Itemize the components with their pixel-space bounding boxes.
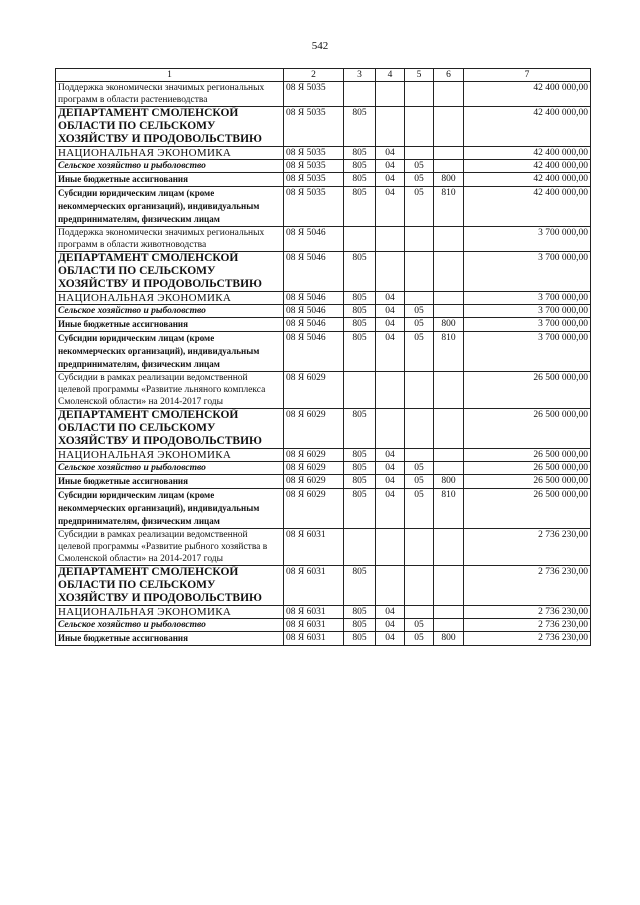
row-name-cell: Субсидии в рамках реализации ведомственной целевой программы «Развитие рыбного хозяйства в Смоленской области» на 2014-2017 годы [56, 529, 284, 566]
subsection-code-cell [405, 409, 434, 449]
target-code-cell: 08 Я 6029 [284, 489, 344, 529]
section-code-cell: 04 [376, 449, 405, 462]
header-cell: 4 [376, 69, 405, 82]
section-code-cell: 04 [376, 292, 405, 305]
target-code-cell: 08 Я 5035 [284, 107, 344, 147]
row-name-cell: Поддержка экономически значимых региональных программ в области животноводства [56, 227, 284, 252]
amount-cell: 26 500 000,00 [464, 462, 591, 475]
ministry-code-cell: 805 [344, 606, 376, 619]
section-code-cell [376, 252, 405, 292]
section-code-cell: 04 [376, 318, 405, 332]
header-cell: 2 [284, 69, 344, 82]
row-name-cell: Субсидии юридическим лицам (кроме некоммерческих организаций), индивидуальным предпринимателям, физическим лицам [56, 332, 284, 372]
amount-cell: 2 736 230,00 [464, 606, 591, 619]
ministry-code-cell: 805 [344, 318, 376, 332]
table-row [56, 462, 591, 475]
ministry-code-cell: 805 [344, 619, 376, 632]
header-cell: 3 [344, 69, 376, 82]
row-name-cell: Субсидии юридическим лицам (кроме некоммерческих организаций), индивидуальным предпринимателям, физическим лицам [56, 187, 284, 227]
target-code-cell: 08 Я 5035 [284, 147, 344, 160]
target-code-cell: 08 Я 5046 [284, 332, 344, 372]
section-code-cell [376, 82, 405, 107]
row-name-cell: Иные бюджетные ассигнования [56, 173, 284, 187]
expense-type-cell: 810 [434, 332, 464, 372]
expense-type-cell [434, 449, 464, 462]
ministry-code-cell: 805 [344, 305, 376, 318]
amount-cell: 3 700 000,00 [464, 227, 591, 252]
table-row [56, 619, 591, 632]
subsection-code-cell [405, 107, 434, 147]
expense-type-cell [434, 305, 464, 318]
ministry-code-cell [344, 372, 376, 409]
ministry-code-cell: 805 [344, 173, 376, 187]
ministry-code-cell: 805 [344, 632, 376, 646]
section-code-cell: 04 [376, 332, 405, 372]
target-code-cell: 08 Я 6029 [284, 409, 344, 449]
subsection-code-cell [405, 606, 434, 619]
target-code-cell: 08 Я 5046 [284, 227, 344, 252]
section-code-cell: 04 [376, 619, 405, 632]
amount-cell: 42 400 000,00 [464, 107, 591, 147]
amount-cell: 26 500 000,00 [464, 489, 591, 529]
subsection-code-cell: 05 [405, 160, 434, 173]
amount-cell: 2 736 230,00 [464, 632, 591, 646]
header-cell: 5 [405, 69, 434, 82]
expense-type-cell [434, 147, 464, 160]
target-code-cell: 08 Я 5035 [284, 82, 344, 107]
row-name-cell: Субсидии юридическим лицам (кроме некоммерческих организаций), индивидуальным предпринимателям, физическим лицам [56, 489, 284, 529]
table-row [56, 372, 591, 409]
amount-cell: 42 400 000,00 [464, 187, 591, 227]
target-code-cell: 08 Я 6031 [284, 529, 344, 566]
subsection-code-cell [405, 252, 434, 292]
section-code-cell [376, 372, 405, 409]
amount-cell: 3 700 000,00 [464, 318, 591, 332]
table-row [56, 606, 591, 619]
table-row [56, 173, 591, 187]
target-code-cell: 08 Я 5046 [284, 292, 344, 305]
ministry-code-cell: 805 [344, 475, 376, 489]
subsection-code-cell: 05 [405, 632, 434, 646]
table-row [56, 475, 591, 489]
table-row [56, 566, 591, 606]
expense-type-cell [434, 462, 464, 475]
amount-cell: 42 400 000,00 [464, 160, 591, 173]
section-code-cell: 04 [376, 489, 405, 529]
expense-type-cell [434, 107, 464, 147]
target-code-cell: 08 Я 6029 [284, 449, 344, 462]
ministry-code-cell: 805 [344, 292, 376, 305]
table-row [56, 160, 591, 173]
row-name-cell: Сельское хозяйство и рыболовство [56, 160, 284, 173]
target-code-cell: 08 Я 6029 [284, 462, 344, 475]
subsection-code-cell: 05 [405, 305, 434, 318]
amount-cell: 26 500 000,00 [464, 409, 591, 449]
target-code-cell: 08 Я 5046 [284, 318, 344, 332]
section-code-cell: 04 [376, 173, 405, 187]
subsection-code-cell: 05 [405, 489, 434, 529]
ministry-code-cell: 805 [344, 160, 376, 173]
subsection-code-cell: 05 [405, 318, 434, 332]
row-name-cell: ДЕПАРТАМЕНТ СМОЛЕНСКОЙ ОБЛАСТИ ПО СЕЛЬСКОМУ ХОЗЯЙСТВУ И ПРОДОВОЛЬСТВИЮ [56, 409, 284, 449]
expense-type-cell [434, 160, 464, 173]
table-row [56, 318, 591, 332]
target-code-cell: 08 Я 5046 [284, 252, 344, 292]
amount-cell: 26 500 000,00 [464, 475, 591, 489]
amount-cell: 3 700 000,00 [464, 292, 591, 305]
target-code-cell: 08 Я 6031 [284, 632, 344, 646]
ministry-code-cell: 805 [344, 147, 376, 160]
row-name-cell: Сельское хозяйство и рыболовство [56, 462, 284, 475]
expense-type-cell: 810 [434, 187, 464, 227]
target-code-cell: 08 Я 6031 [284, 566, 344, 606]
target-code-cell: 08 Я 6031 [284, 606, 344, 619]
row-name-cell: Субсидии в рамках реализации ведомственной целевой программы «Развитие льняного комплекса Смоленской области» на 2014-2017 годы [56, 372, 284, 409]
section-code-cell: 04 [376, 475, 405, 489]
row-name-cell: Иные бюджетные ассигнования [56, 475, 284, 489]
section-code-cell: 04 [376, 632, 405, 646]
table-row [56, 292, 591, 305]
target-code-cell: 08 Я 5035 [284, 173, 344, 187]
expense-type-cell: 800 [434, 632, 464, 646]
row-name-cell: Поддержка экономически значимых региональных программ в области растениеводства [56, 82, 284, 107]
amount-cell: 42 400 000,00 [464, 82, 591, 107]
subsection-code-cell [405, 372, 434, 409]
table-row [56, 187, 591, 227]
ministry-code-cell: 805 [344, 107, 376, 147]
subsection-code-cell [405, 292, 434, 305]
ministry-code-cell [344, 82, 376, 107]
amount-cell: 26 500 000,00 [464, 372, 591, 409]
table-row [56, 252, 591, 292]
row-name-cell: НАЦИОНАЛЬНАЯ ЭКОНОМИКА [56, 606, 284, 619]
row-name-cell: Сельское хозяйство и рыболовство [56, 305, 284, 318]
table-row [56, 82, 591, 107]
amount-cell: 2 736 230,00 [464, 529, 591, 566]
target-code-cell: 08 Я 5035 [284, 187, 344, 227]
row-name-cell: Иные бюджетные ассигнования [56, 632, 284, 646]
amount-cell: 2 736 230,00 [464, 619, 591, 632]
subsection-code-cell: 05 [405, 173, 434, 187]
subsection-code-cell [405, 147, 434, 160]
table-row [56, 449, 591, 462]
subsection-code-cell [405, 529, 434, 566]
target-code-cell: 08 Я 5046 [284, 305, 344, 318]
amount-cell: 3 700 000,00 [464, 252, 591, 292]
expense-type-cell [434, 292, 464, 305]
subsection-code-cell [405, 82, 434, 107]
expense-type-cell [434, 566, 464, 606]
row-name-cell: Иные бюджетные ассигнования [56, 318, 284, 332]
ministry-code-cell: 805 [344, 566, 376, 606]
subsection-code-cell: 05 [405, 187, 434, 227]
target-code-cell: 08 Я 6031 [284, 619, 344, 632]
subsection-code-cell: 05 [405, 619, 434, 632]
amount-cell: 3 700 000,00 [464, 305, 591, 318]
header-cell: 7 [464, 69, 591, 82]
table-row [56, 332, 591, 372]
section-code-cell [376, 566, 405, 606]
subsection-code-cell: 05 [405, 332, 434, 372]
row-name-cell: ДЕПАРТАМЕНТ СМОЛЕНСКОЙ ОБЛАСТИ ПО СЕЛЬСКОМУ ХОЗЯЙСТВУ И ПРОДОВОЛЬСТВИЮ [56, 566, 284, 606]
section-code-cell [376, 107, 405, 147]
row-name-cell: НАЦИОНАЛЬНАЯ ЭКОНОМИКА [56, 147, 284, 160]
section-code-cell: 04 [376, 187, 405, 227]
table-row [56, 107, 591, 147]
table-row [56, 305, 591, 318]
section-code-cell [376, 529, 405, 566]
ministry-code-cell: 805 [344, 449, 376, 462]
expense-type-cell [434, 409, 464, 449]
row-name-cell: Сельское хозяйство и рыболовство [56, 619, 284, 632]
table-header-row [56, 69, 591, 82]
header-cell: 6 [434, 69, 464, 82]
target-code-cell: 08 Я 5035 [284, 160, 344, 173]
row-name-cell: НАЦИОНАЛЬНАЯ ЭКОНОМИКА [56, 292, 284, 305]
amount-cell: 2 736 230,00 [464, 566, 591, 606]
ministry-code-cell: 805 [344, 409, 376, 449]
section-code-cell: 04 [376, 160, 405, 173]
section-code-cell: 04 [376, 462, 405, 475]
expense-type-cell [434, 252, 464, 292]
budget-table-body [56, 69, 591, 646]
amount-cell: 3 700 000,00 [464, 332, 591, 372]
ministry-code-cell: 805 [344, 489, 376, 529]
expense-type-cell: 810 [434, 489, 464, 529]
target-code-cell: 08 Я 6029 [284, 475, 344, 489]
row-name-cell: ДЕПАРТАМЕНТ СМОЛЕНСКОЙ ОБЛАСТИ ПО СЕЛЬСКОМУ ХОЗЯЙСТВУ И ПРОДОВОЛЬСТВИЮ [56, 107, 284, 147]
section-code-cell [376, 409, 405, 449]
section-code-cell: 04 [376, 305, 405, 318]
section-code-cell: 04 [376, 606, 405, 619]
target-code-cell: 08 Я 6029 [284, 372, 344, 409]
table-row [56, 529, 591, 566]
ministry-code-cell: 805 [344, 462, 376, 475]
table-row [56, 227, 591, 252]
row-name-cell: ДЕПАРТАМЕНТ СМОЛЕНСКОЙ ОБЛАСТИ ПО СЕЛЬСКОМУ ХОЗЯЙСТВУ И ПРОДОВОЛЬСТВИЮ [56, 252, 284, 292]
table-row [56, 489, 591, 529]
subsection-code-cell [405, 449, 434, 462]
amount-cell: 42 400 000,00 [464, 147, 591, 160]
table-row [56, 632, 591, 646]
header-cell: 1 [56, 69, 284, 82]
ministry-code-cell: 805 [344, 187, 376, 227]
expense-type-cell [434, 619, 464, 632]
row-name-cell: НАЦИОНАЛЬНАЯ ЭКОНОМИКА [56, 449, 284, 462]
expense-type-cell [434, 529, 464, 566]
section-code-cell [376, 227, 405, 252]
page-number: 542 [311, 40, 329, 52]
section-code-cell: 04 [376, 147, 405, 160]
ministry-code-cell: 805 [344, 252, 376, 292]
budget-table [55, 68, 591, 646]
amount-cell: 42 400 000,00 [464, 173, 591, 187]
subsection-code-cell [405, 227, 434, 252]
table-row [56, 409, 591, 449]
expense-type-cell [434, 372, 464, 409]
table-row [56, 147, 591, 160]
ministry-code-cell [344, 529, 376, 566]
ministry-code-cell [344, 227, 376, 252]
expense-type-cell: 800 [434, 318, 464, 332]
subsection-code-cell: 05 [405, 475, 434, 489]
subsection-code-cell: 05 [405, 462, 434, 475]
amount-cell: 26 500 000,00 [464, 449, 591, 462]
expense-type-cell: 800 [434, 475, 464, 489]
ministry-code-cell: 805 [344, 332, 376, 372]
expense-type-cell [434, 606, 464, 619]
expense-type-cell: 800 [434, 173, 464, 187]
expense-type-cell [434, 227, 464, 252]
subsection-code-cell [405, 566, 434, 606]
expense-type-cell [434, 82, 464, 107]
